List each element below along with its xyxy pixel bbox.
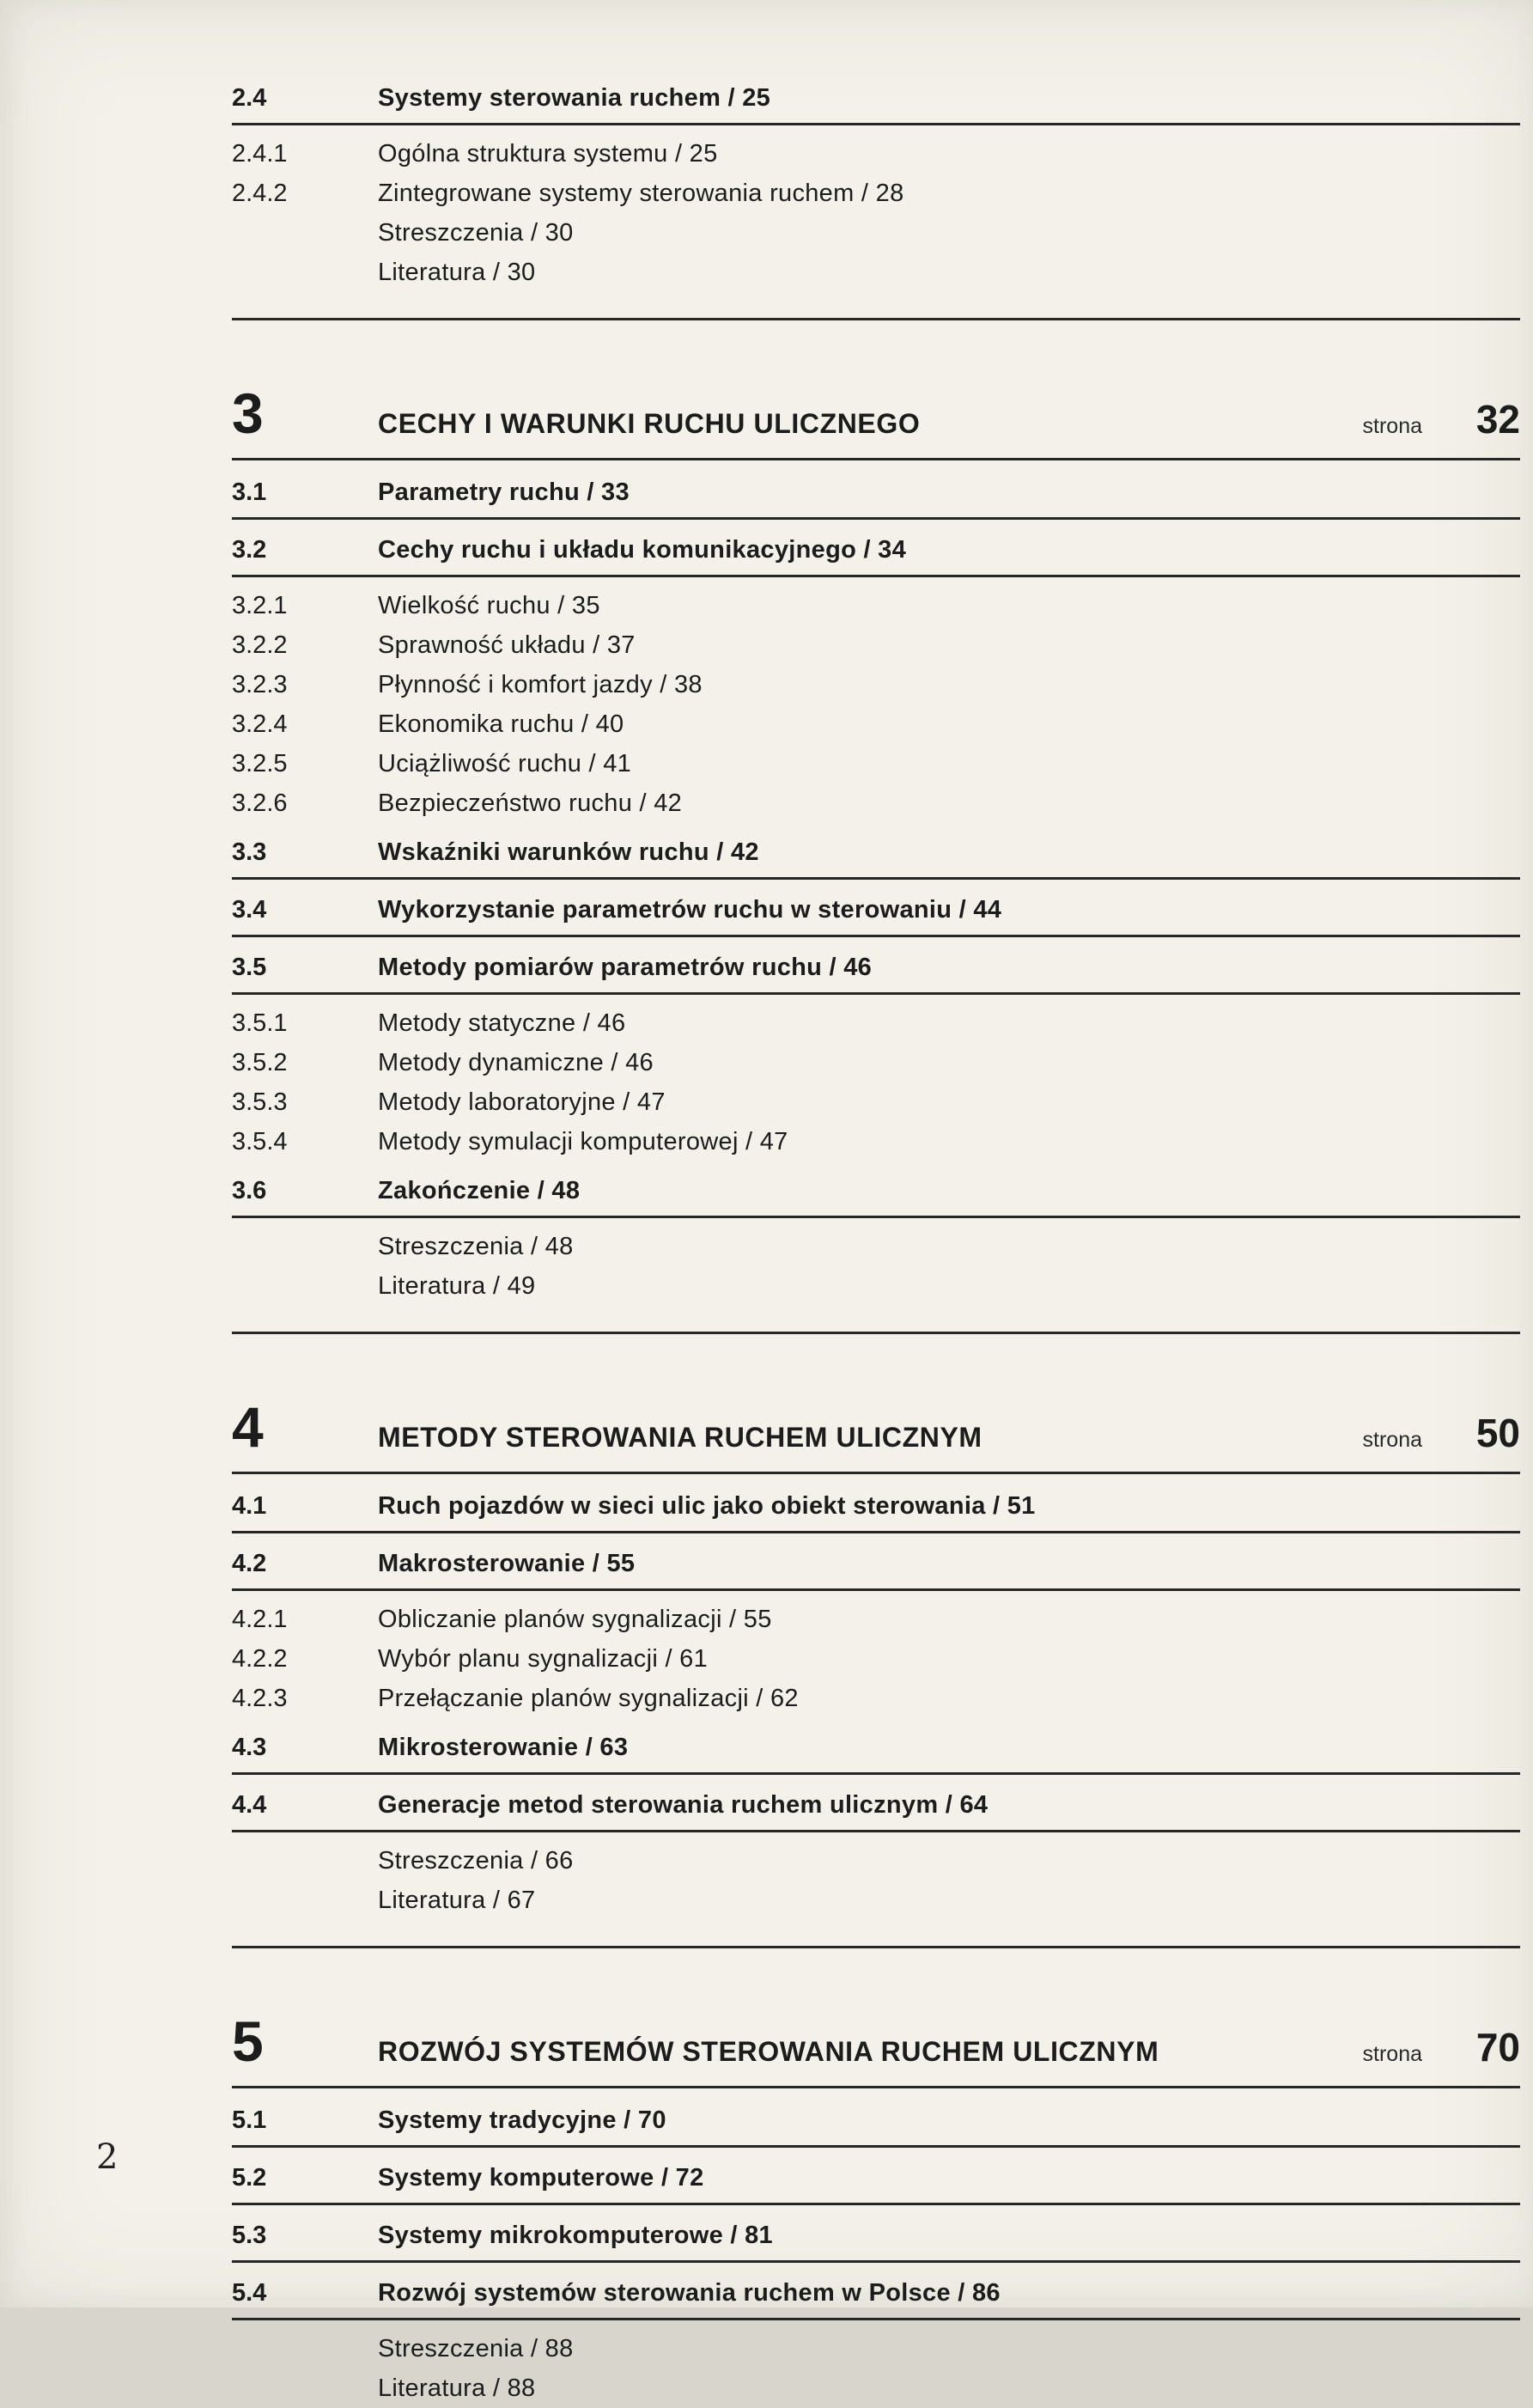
toc-entry	[232, 1484, 1520, 1527]
toc-entry-title: Generacje metod sterowania ruchem ulicznym / 64	[378, 1791, 989, 1819]
horizontal-rule	[232, 575, 1520, 577]
toc-entry-title: Metody laboratoryjne / 47	[378, 1088, 666, 1116]
toc-entry-title: Systemy mikrokomputerowe / 81	[378, 2222, 773, 2249]
toc-entry-title: Ogólna struktura systemu / 25	[378, 140, 718, 168]
toc-entry	[232, 744, 1520, 783]
toc-entry	[232, 1169, 1520, 1212]
toc-entry-number: 3.2.6	[232, 789, 288, 817]
toc-entry-number: 5.2	[232, 2164, 267, 2192]
toc-entry-title: Systemy komputerowe / 72	[378, 2164, 704, 2192]
toc-entry-title: Literatura / 67	[378, 1887, 536, 1914]
horizontal-rule	[232, 2145, 1520, 2148]
toc-entry	[232, 471, 1520, 514]
toc-entry-title: Metody statyczne / 46	[378, 1009, 626, 1037]
chapter-title: CECHY I WARUNKI RUCHU ULICZNEGO	[378, 408, 921, 439]
toc-entry	[232, 1082, 1520, 1122]
toc-entry-title: Mikrosterowanie / 63	[378, 1734, 629, 1761]
chapter-header	[232, 1394, 1520, 1468]
strona-label: strona	[1362, 1428, 1422, 1452]
toc-entry-number: 5.4	[232, 2279, 267, 2307]
horizontal-rule	[232, 2318, 1520, 2320]
chapter-number: 5	[232, 2009, 265, 2073]
toc-entry-title: Literatura / 49	[378, 1272, 536, 1300]
toc-entry-title: Metody symulacji komputerowej / 47	[378, 1128, 788, 1155]
chapter-page-number: 32	[1475, 397, 1520, 442]
toc-entry-title: Zakończenie / 48	[378, 1177, 581, 1204]
chapter-header	[232, 381, 1520, 454]
toc-entry-title: Obliczanie planów sygnalizacji / 55	[378, 1606, 772, 1633]
horizontal-rule	[232, 877, 1520, 880]
toc-entry-number: 3.4	[232, 896, 267, 924]
toc-entry-number: 2.4.2	[232, 180, 288, 207]
toc-entry-number: 3.3	[232, 838, 267, 866]
toc-entry	[232, 783, 1520, 823]
toc-entry-title: Streszczenia / 88	[378, 2335, 574, 2362]
horizontal-rule	[232, 1588, 1520, 1591]
toc-entry	[232, 1122, 1520, 1161]
toc-entry-number: 3.5	[232, 954, 267, 981]
toc-entry-number: 4.2	[232, 1550, 267, 1577]
toc-entry-number: 2.4.1	[232, 140, 288, 168]
toc-entry-title: Ekonomika ruchu / 40	[378, 710, 624, 738]
toc-section	[232, 76, 1520, 320]
chapter-title: ROZWÓJ SYSTEMÓW STEROWANIA RUCHEM ULICZNYM	[378, 2036, 1159, 2067]
toc-entry	[232, 1227, 1520, 1266]
horizontal-rule	[232, 1216, 1520, 1218]
toc-entry	[232, 174, 1520, 213]
toc-section	[232, 381, 1520, 1334]
toc-section	[232, 1394, 1520, 1948]
horizontal-rule	[232, 2203, 1520, 2205]
toc-entry-title: Wykorzystanie parametrów ruchu w sterowaniu / 44	[378, 896, 1002, 924]
toc-entry-number: 3.5.3	[232, 1088, 288, 1116]
toc-entry-number: 3.5.1	[232, 1009, 288, 1037]
strona-label: strona	[1362, 2042, 1422, 2066]
horizontal-rule	[232, 1472, 1520, 1474]
toc-entry	[232, 1881, 1520, 1920]
toc-entry	[232, 2368, 1520, 2408]
horizontal-rule	[232, 1772, 1520, 1775]
toc-entry-number: 3.2	[232, 536, 267, 564]
toc-entry	[232, 213, 1520, 253]
horizontal-rule	[232, 318, 1520, 320]
horizontal-rule	[232, 458, 1520, 460]
toc-entry-title: Wielkość ruchu / 35	[378, 592, 600, 619]
toc-entry-title: Systemy tradycyjne / 70	[378, 2106, 666, 2134]
page-number: 2	[96, 2137, 119, 2177]
toc-entry-title: Uciążliwość ruchu / 41	[378, 750, 632, 777]
toc-entry-title: Wskaźniki warunków ruchu / 42	[378, 838, 759, 866]
toc-entry-number: 4.2.2	[232, 1645, 288, 1673]
toc-entry	[232, 2329, 1520, 2368]
toc-entry	[232, 831, 1520, 874]
horizontal-rule	[232, 2260, 1520, 2263]
toc-entry-number: 4.2.1	[232, 1606, 288, 1633]
horizontal-rule	[232, 1531, 1520, 1533]
toc-entry-number: 3.2.1	[232, 592, 288, 619]
toc-entry-number: 4.3	[232, 1734, 267, 1761]
horizontal-rule	[232, 2086, 1520, 2088]
toc-entry-number: 3.2.3	[232, 671, 288, 698]
toc-entry	[232, 2271, 1520, 2314]
toc-entry-number: 5.1	[232, 2106, 267, 2134]
toc-section	[232, 2009, 1520, 2408]
toc-entry-title: Metody pomiarów parametrów ruchu / 46	[378, 954, 873, 981]
toc-entry	[232, 76, 1520, 119]
toc-entry	[232, 2156, 1520, 2199]
toc-entry	[232, 946, 1520, 989]
toc-entry	[232, 2214, 1520, 2257]
horizontal-rule	[232, 992, 1520, 995]
toc-entry-title: Streszczenia / 30	[378, 219, 574, 247]
horizontal-rule	[232, 517, 1520, 520]
toc-entry	[232, 1043, 1520, 1082]
toc-entry-title: Sprawność układu / 37	[378, 631, 636, 659]
toc-entry-title: Ruch pojazdów w sieci ulic jako obiekt sterowania / 51	[378, 1492, 1036, 1520]
toc-entry-number: 3.2.5	[232, 750, 288, 777]
horizontal-rule	[232, 123, 1520, 125]
toc-entry	[232, 665, 1520, 704]
toc-entry	[232, 1841, 1520, 1881]
toc-entry	[232, 1266, 1520, 1306]
toc-entry	[232, 704, 1520, 744]
toc-entry-title: Wybór planu sygnalizacji / 61	[378, 1645, 709, 1673]
toc-entry-number: 4.2.3	[232, 1685, 288, 1712]
horizontal-rule	[232, 935, 1520, 937]
toc-entry	[232, 528, 1520, 571]
toc-entry	[232, 1726, 1520, 1769]
toc-entry-title: Literatura / 88	[378, 2374, 536, 2402]
toc-entry	[232, 625, 1520, 665]
table-of-contents	[232, 69, 1520, 2408]
horizontal-rule	[232, 1332, 1520, 1334]
horizontal-rule	[232, 1830, 1520, 1832]
toc-entry-number: 3.5.2	[232, 1049, 288, 1076]
chapter-number: 3	[232, 381, 265, 445]
toc-entry-title: Cechy ruchu i układu komunikacyjnego / 34	[378, 536, 907, 564]
toc-entry-title: Rozwój systemów sterowania ruchem w Polsce / 86	[378, 2279, 1001, 2307]
toc-entry-title: Zintegrowane systemy sterowania ruchem / 28	[378, 180, 904, 207]
toc-entry-title: Streszczenia / 48	[378, 1233, 574, 1260]
chapter-header	[232, 2009, 1520, 2082]
chapter-page-number: 50	[1475, 1411, 1520, 1455]
toc-entry-number: 3.2.4	[232, 710, 288, 738]
toc-entry-title: Bezpieczeństwo ruchu / 42	[378, 789, 683, 817]
toc-entry	[232, 1783, 1520, 1826]
toc-entry	[232, 1639, 1520, 1679]
toc-entry-number: 5.3	[232, 2222, 267, 2249]
toc-entry	[232, 1679, 1520, 1718]
toc-entry-number: 4.1	[232, 1492, 267, 1520]
toc-entry-title: Makrosterowanie / 55	[378, 1550, 636, 1577]
toc-entry	[232, 253, 1520, 292]
toc-entry-title: Systemy sterowania ruchem / 25	[378, 84, 771, 112]
strona-label: strona	[1362, 414, 1422, 438]
horizontal-rule	[232, 1946, 1520, 1948]
toc-entry	[232, 586, 1520, 625]
toc-entry-title: Przełączanie planów sygnalizacji / 62	[378, 1685, 799, 1712]
toc-entry	[232, 2099, 1520, 2142]
toc-entry-title: Metody dynamiczne / 46	[378, 1049, 654, 1076]
toc-entry	[232, 1003, 1520, 1043]
toc-entry-number: 2.4	[232, 84, 267, 112]
toc-entry	[232, 888, 1520, 931]
toc-entry-title: Parametry ruchu / 33	[378, 479, 630, 506]
toc-entry-number: 3.1	[232, 479, 267, 506]
toc-entry-title: Streszczenia / 66	[378, 1847, 574, 1875]
chapter-number: 4	[232, 1395, 265, 1459]
toc-entry-number: 3.5.4	[232, 1128, 288, 1155]
toc-entry-number: 3.2.2	[232, 631, 288, 659]
chapter-title: METODY STEROWANIA RUCHEM ULICZNYM	[378, 1422, 982, 1453]
chapter-page-number: 70	[1475, 2025, 1520, 2070]
toc-entry-number: 4.4	[232, 1791, 267, 1819]
toc-entry	[232, 134, 1520, 174]
toc-entry-title: Literatura / 30	[378, 259, 536, 286]
toc-entry	[232, 1542, 1520, 1585]
toc-entry-title: Płynność i komfort jazdy / 38	[378, 671, 703, 698]
toc-entry	[232, 1600, 1520, 1639]
toc-entry-number: 3.6	[232, 1177, 267, 1204]
